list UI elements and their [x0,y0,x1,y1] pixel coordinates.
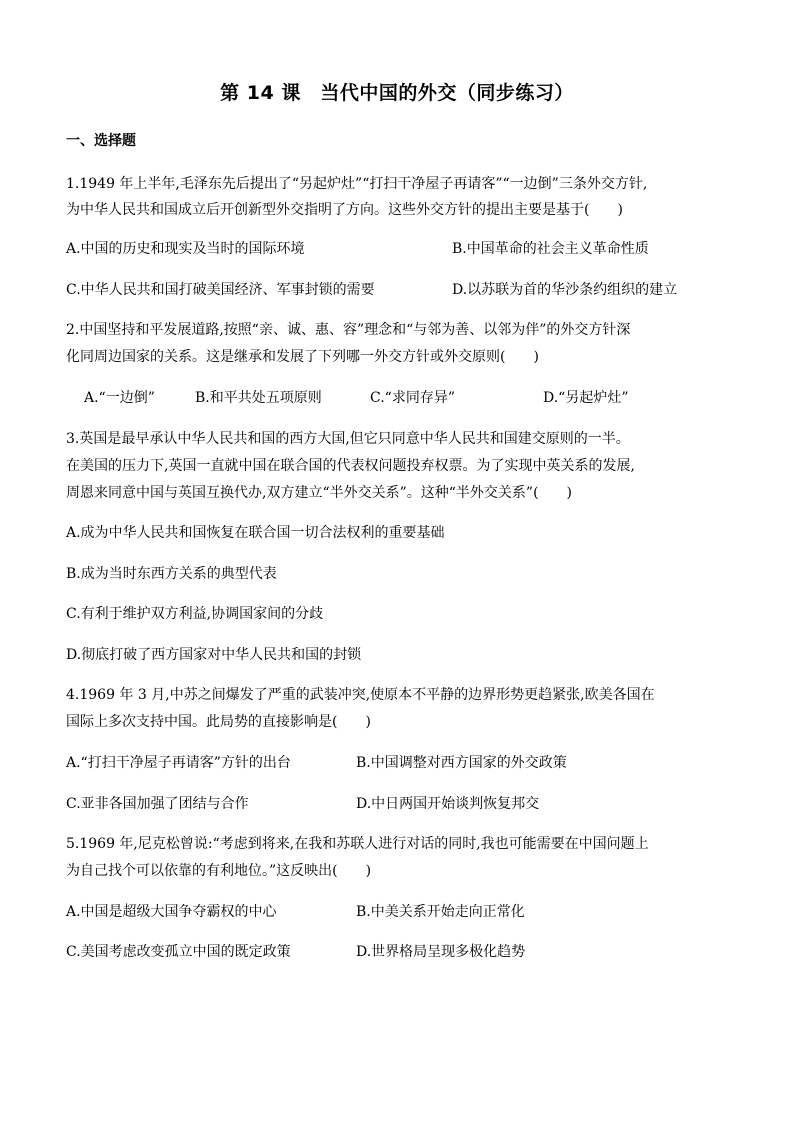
question-3-line-2: 在美国的压力下,英国一直就中国在联合国的代表权问题投弃权票。为了实现中英关系的发展, [66,458,635,474]
question-3-option-c: C.有利于维护双方利益,协调国家间的分歧 [66,606,324,622]
question-1-line-1: 1.1949 年上半年,毛泽东先后提出了“另起炉灶”“打扫干净屋子再请客”“一边倒”三条外交方针, [66,176,648,192]
question-1-line-2: 为中华人民共和国成立后开创新型外交指明了方向。这些外交方针的提出主要是基于( ) [66,202,623,218]
question-3-option-b: B.成为当时东西方关系的典型代表 [66,566,277,582]
question-5-line-1: 5.1969 年,尼克松曾说:“考虑到将来,在我和苏联人进行对话的同时,我也可能需要在中国问题上 [66,836,649,852]
question-1-option-a: A.中国的历史和现实及当时的国际环境 [66,241,305,257]
question-3-option-a: A.成为中华人民共和国恢复在联合国一切合法权利的重要基础 [66,525,445,541]
question-4-option-b: B.中国调整对西方国家的外交政策 [356,755,567,771]
question-3-line-1: 3.英国是最早承认中华人民共和国的西方大国,但它只同意中华人民共和国建交原则的一半。 [66,431,630,447]
question-5-option-b: B.中美关系开始走向正常化 [356,904,525,920]
question-1-option-b: B.中国革命的社会主义革命性质 [452,241,649,257]
section-heading: 一、选择题 [66,133,136,149]
question-2-option-b: B.和平共处五项原则 [195,390,322,406]
question-2-line-2: 化同周边国家的关系。这是继承和发展了下列哪一外交方针或外交原则( ) [66,349,539,365]
question-5-line-2: 为自己找个可以依靠的有利地位。”这反映出( ) [66,863,372,879]
question-4-line-1: 4.1969 年 3 月,中苏之间爆发了严重的武装冲突,使原本不平静的边界形势更趋紧张,欧美各国在 [66,687,655,703]
question-4-line-2: 国际上多次支持中国。此局势的直接影响是( ) [66,714,371,730]
question-2-option-c: C.“求同存异” [370,390,455,406]
question-3-line-3: 周恩来同意中国与英国互换代办,双方建立“半外交关系”。这种“半外交关系”( ) [66,485,573,501]
page-title: 第 14 课 当代中国的外交（同步练习） [220,82,574,104]
question-4-option-d: D.中日两国开始谈判恢复邦交 [356,796,540,812]
question-5-option-c: C.美国考虑改变孤立中国的既定政策 [66,944,291,960]
question-2-option-a: A.“一边倒” [84,390,155,406]
question-3-option-d: D.彻底打破了西方国家对中华人民共和国的封锁 [66,647,362,663]
question-1-option-d: D.以苏联为首的华沙条约组织的建立 [452,282,678,298]
question-4-option-c: C.亚非各国加强了团结与合作 [66,796,249,812]
question-5-option-a: A.中国是超级大国争夺霸权的中心 [66,904,277,920]
question-4-option-a: A.“打扫干净屋子再请客”方针的出台 [66,755,291,771]
question-2-line-1: 2.中国坚持和平发展道路,按照“亲、诚、惠、容”理念和“与邻为善、以邻为伴”的外交方针深 [66,322,631,338]
question-5-option-d: D.世界格局呈现多极化趋势 [356,944,526,960]
question-1-option-c: C.中华人民共和国打破美国经济、军事封锁的需要 [66,282,375,298]
question-2-option-d: D.“另起炉灶” [543,390,629,406]
